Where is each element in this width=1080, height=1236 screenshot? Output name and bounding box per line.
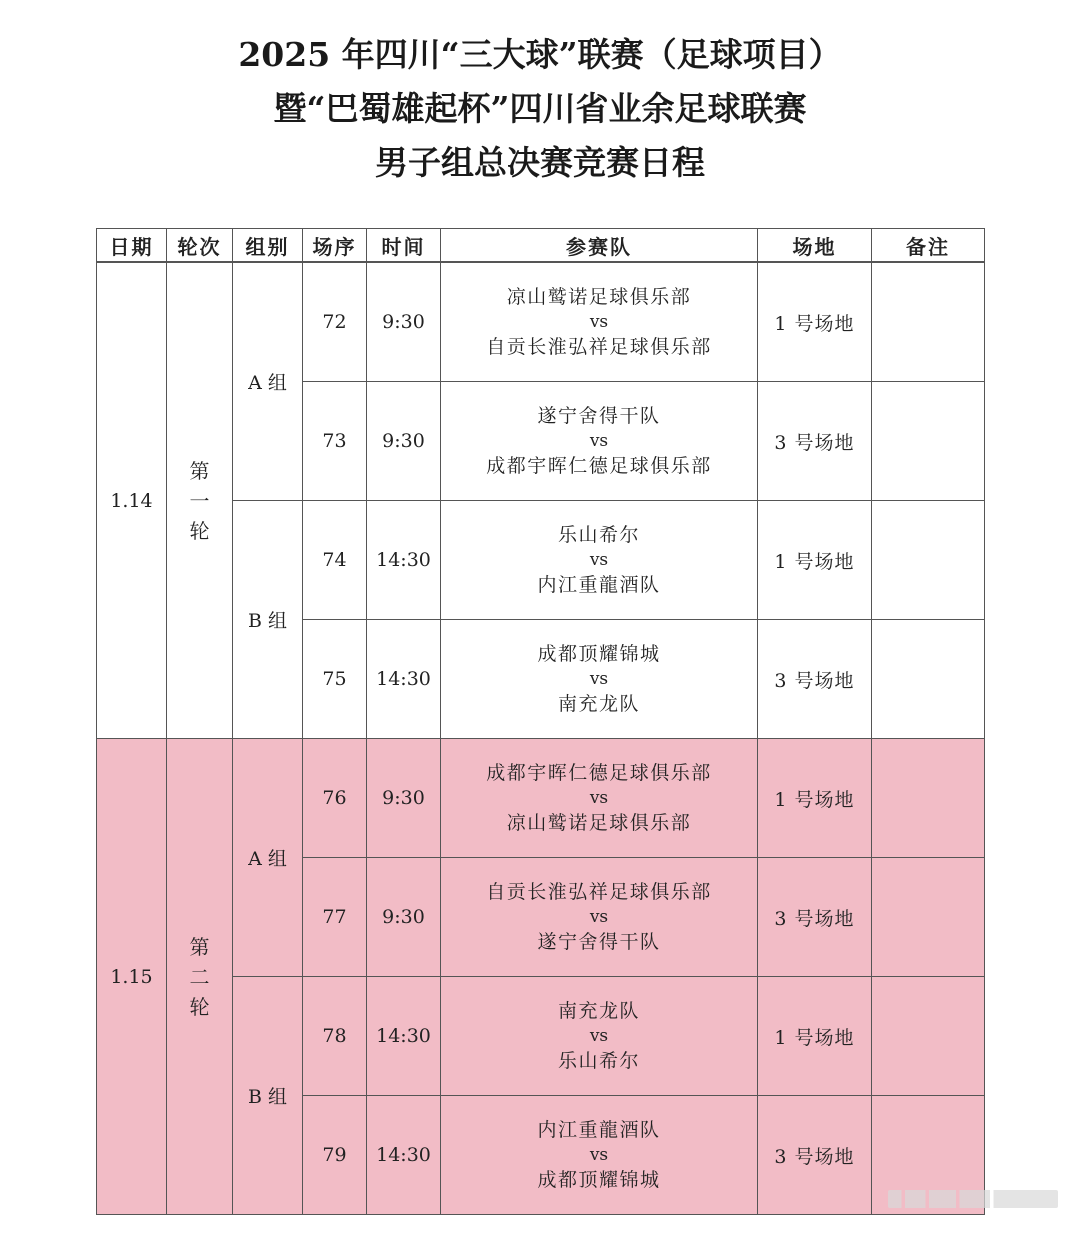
match-no-cell: 72 bbox=[303, 262, 367, 382]
table-row bbox=[97, 262, 985, 382]
header-match-no: 场序 bbox=[303, 229, 367, 263]
teams-cell bbox=[441, 620, 758, 739]
match-no-cell: 74 bbox=[303, 501, 367, 620]
header-date: 日期 bbox=[97, 229, 167, 263]
match-no-cell: 78 bbox=[303, 977, 367, 1096]
table-row bbox=[97, 739, 985, 858]
round-cell: 第 二 轮 bbox=[167, 739, 233, 1215]
venue-cell: 1 号场地 bbox=[758, 262, 872, 382]
teams-cell bbox=[441, 382, 758, 501]
venue-cell: 1 号场地 bbox=[758, 977, 872, 1096]
document-title bbox=[0, 28, 1080, 190]
match-no-cell: 79 bbox=[303, 1096, 367, 1215]
teams-cell bbox=[441, 977, 758, 1096]
watermark bbox=[888, 1190, 1058, 1208]
away-team: 成都顶耀锦城 bbox=[537, 1168, 661, 1191]
time-cell: 9:30 bbox=[367, 382, 441, 501]
time-cell: 9:30 bbox=[367, 739, 441, 858]
venue-cell: 3 号场地 bbox=[758, 858, 872, 977]
home-team: 凉山鹫诺足球俱乐部 bbox=[506, 285, 692, 308]
venue-cell: 1 号场地 bbox=[758, 501, 872, 620]
teams-cell bbox=[441, 858, 758, 977]
notes-cell bbox=[872, 977, 985, 1096]
header-round: 轮次 bbox=[167, 229, 233, 263]
home-team: 内江重龍酒队 bbox=[537, 1118, 661, 1141]
vs-label: vs bbox=[589, 906, 609, 927]
home-team: 成都宇晖仁德足球俱乐部 bbox=[486, 761, 712, 784]
venue-cell: 1 号场地 bbox=[758, 739, 872, 858]
home-team: 乐山希尔 bbox=[557, 523, 640, 546]
home-team: 遂宁舍得干队 bbox=[537, 404, 661, 427]
header-group: 组别 bbox=[233, 229, 303, 263]
venue-cell: 3 号场地 bbox=[758, 620, 872, 739]
away-team: 自贡长淮弘祥足球俱乐部 bbox=[486, 335, 712, 358]
notes-cell bbox=[872, 739, 985, 858]
teams-cell bbox=[441, 501, 758, 620]
vs-label: vs bbox=[589, 668, 609, 689]
home-team: 南充龙队 bbox=[557, 999, 640, 1022]
match-no-cell: 76 bbox=[303, 739, 367, 858]
group-cell: B 组 bbox=[233, 977, 303, 1215]
venue-cell: 3 号场地 bbox=[758, 1096, 872, 1215]
away-team: 成都宇晖仁德足球俱乐部 bbox=[486, 454, 712, 477]
venue-cell: 3 号场地 bbox=[758, 382, 872, 501]
away-team: 凉山鹫诺足球俱乐部 bbox=[506, 811, 692, 834]
vs-label: vs bbox=[589, 311, 609, 332]
title-line-3: 男子组总决赛竞赛日程 bbox=[375, 143, 705, 182]
time-cell: 9:30 bbox=[367, 858, 441, 977]
match-no-cell: 73 bbox=[303, 382, 367, 501]
time-cell: 14:30 bbox=[367, 501, 441, 620]
teams-cell bbox=[441, 1096, 758, 1215]
group-cell: B 组 bbox=[233, 501, 303, 739]
match-no-cell: 75 bbox=[303, 620, 367, 739]
teams-cell bbox=[441, 739, 758, 858]
title-line-1: 2025 年四川“三大球”联赛（足球项目） bbox=[238, 35, 842, 74]
home-team: 成都顶耀锦城 bbox=[537, 642, 661, 665]
away-team: 南充龙队 bbox=[557, 692, 640, 715]
header-teams: 参赛队 bbox=[441, 229, 758, 263]
time-cell: 9:30 bbox=[367, 262, 441, 382]
away-team: 内江重龍酒队 bbox=[537, 573, 661, 596]
round-cell: 第 一 轮 bbox=[167, 262, 233, 739]
title-line-2: 暨“巴蜀雄起杯”四川省业余足球联赛 bbox=[273, 89, 807, 128]
away-team: 遂宁舍得干队 bbox=[537, 930, 661, 953]
group-cell: A 组 bbox=[233, 262, 303, 501]
notes-cell bbox=[872, 620, 985, 739]
away-team: 乐山希尔 bbox=[557, 1049, 640, 1072]
teams-cell bbox=[441, 262, 758, 382]
header-row bbox=[97, 229, 985, 263]
header-venue: 场地 bbox=[758, 229, 872, 263]
schedule-table bbox=[96, 228, 985, 1215]
notes-cell bbox=[872, 501, 985, 620]
time-cell: 14:30 bbox=[367, 977, 441, 1096]
notes-cell bbox=[872, 262, 985, 382]
group-cell: A 组 bbox=[233, 739, 303, 977]
match-no-cell: 77 bbox=[303, 858, 367, 977]
notes-cell bbox=[872, 382, 985, 501]
time-cell: 14:30 bbox=[367, 1096, 441, 1215]
date-cell: 1.15 bbox=[97, 739, 167, 1215]
time-cell: 14:30 bbox=[367, 620, 441, 739]
date-cell: 1.14 bbox=[97, 262, 167, 739]
vs-label: vs bbox=[589, 430, 609, 451]
home-team: 自贡长淮弘祥足球俱乐部 bbox=[486, 880, 712, 903]
vs-label: vs bbox=[589, 1144, 609, 1165]
header-time: 时间 bbox=[367, 229, 441, 263]
vs-label: vs bbox=[589, 549, 609, 570]
notes-cell bbox=[872, 858, 985, 977]
vs-label: vs bbox=[589, 787, 609, 808]
vs-label: vs bbox=[589, 1025, 609, 1046]
header-notes: 备注 bbox=[872, 229, 985, 263]
